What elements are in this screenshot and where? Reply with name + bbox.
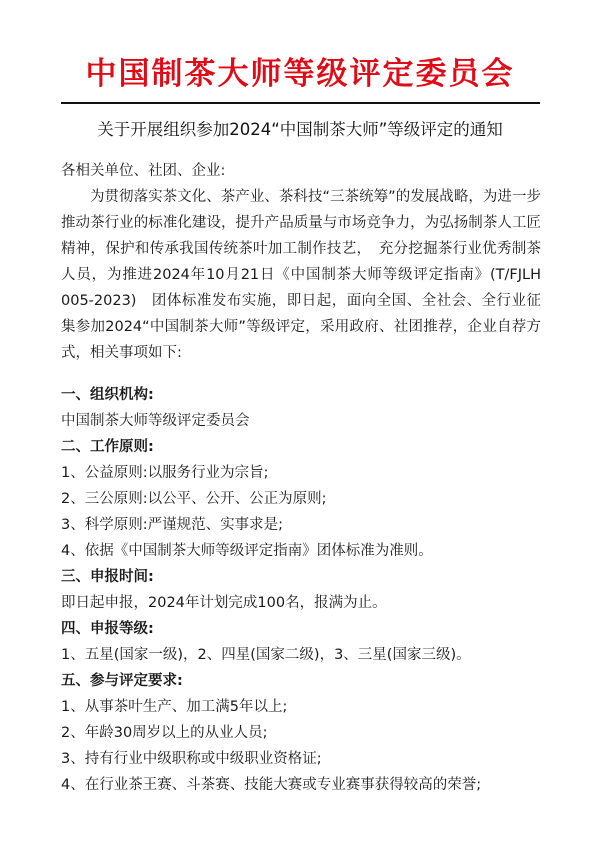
intro-paragraph: 为贯彻落实茶文化、茶产业、茶科技“三茶统筹”的发展战略，为进一步推动茶行业的标准化建设，提升产品质量与市场竞争力，为弘扬制茶人工匠精神，保护和传承我国传统茶叶加工制作技艺， 充分挖掘茶行业优秀制茶人员，为推进2024年10月21日《中国制茶大师等级评定指南》(T/FJLH 005-2023) 团体标准发布实施，即日起，面向全国、全社会、全行业征集参加2024“中国制茶大师”等级评定，采用政府、社团推荐，企业自荐方式，相关事项如下: [61, 189, 556, 361]
section-heading-principles: 二、工作原则: [61, 439, 154, 455]
greeting: 各相关单位、社团、企业: [61, 163, 226, 179]
requirement-item: 1、从事茶叶生产、加工满5年以上; [61, 699, 288, 715]
header-divider [61, 102, 540, 104]
notice-title: 关于开展组织参加2024“中国制茶大师”等级评定的通知 [97, 120, 503, 139]
principle-item: 4、依据《中国制茶大师等级评定指南》团体标准为准则。 [61, 543, 433, 559]
principle-item: 2、三公原则:以公平、公开、公正为原则; [61, 491, 327, 507]
org-name: 中国制茶大师等级评定委员会 [61, 413, 250, 429]
application-time: 即日起申报，2024年计划完成100名，报满为止。 [61, 595, 387, 611]
principle-item: 3、科学原则:严谨规范、实事求是; [61, 517, 283, 533]
section-heading-time: 三、申报时间: [61, 569, 154, 585]
requirement-item: 4、在行业茶王赛、斗茶赛、技能大赛或专业赛事获得较高的荣誉; [61, 777, 482, 793]
application-levels: 1、五星(国家一级)，2、四星(国家二级)，3、三星(国家三级)。 [61, 647, 471, 663]
requirement-item: 3、持有行业中级职称或中级职业资格证; [61, 751, 322, 767]
organization-title: 中国制茶大师等级评定委员会 [85, 56, 515, 92]
section-heading-requirements: 五、参与评定要求: [61, 673, 183, 689]
section-heading-org: 一、组织机构: [61, 387, 154, 403]
requirement-item: 2、年龄30周岁以上的从业人员; [61, 725, 268, 741]
principle-item: 1、公益原则:以服务行业为宗旨; [61, 465, 269, 481]
section-heading-levels: 四、申报等级: [61, 621, 154, 637]
